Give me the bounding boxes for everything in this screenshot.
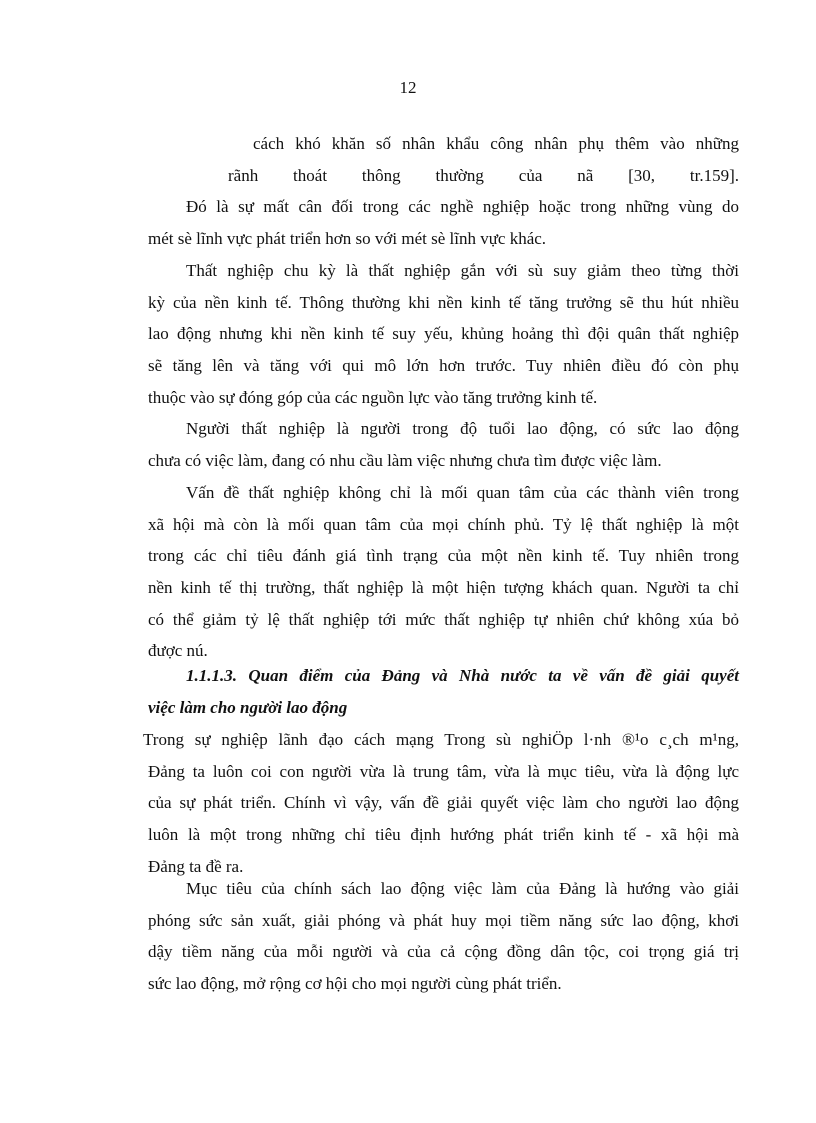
paragraph-structural-imbalance: [148, 191, 739, 254]
text-line: được nú.: [148, 641, 208, 661]
text-line: có thể giảm tỷ lệ thất nghiệp tới mức thất nghiệp tự nhiên chứ không xúa bỏ: [148, 609, 739, 629]
section-heading-line: việc làm cho người lao động: [148, 697, 348, 717]
page-number: 12: [399, 78, 417, 97]
paragraph-continuation: [148, 128, 739, 191]
text-line: Vấn đề thất nghiệp không chỉ là mối quan tâm của các thành viên trong: [186, 483, 739, 502]
paragraph-policy-goal: [148, 873, 739, 1000]
text-line: luôn là một trong những chỉ tiêu định hướng phát triển kinh tế - xã hội mà: [148, 825, 739, 845]
text-line: sẽ tăng lên và tăng với qui mô lớn hơn trước. Tuy nhiên điều đó còn phụ: [148, 356, 739, 376]
text-line: nền kinh tế thị trường, thất nghiệp là một hiện tượng khách quan. Người ta chỉ: [148, 578, 739, 598]
text-line: Đảng ta đề ra.: [148, 856, 244, 876]
text-line: cách khó khăn số nhân khẩu công nhân phụ thêm vào những: [253, 134, 739, 153]
paragraph-cyclical: [148, 255, 739, 413]
text-line: Đảng ta luôn coi con người vừa là trung tâm, vừa là mục tiêu, vừa là động lực: [148, 761, 739, 781]
text-line: của sự phát triển. Chính vì vậy, vấn đề giải quyết việc làm cho người lao động: [148, 793, 739, 813]
text-line: Mục tiêu của chính sách lao động việc làm của Đảng là hướng vào giải: [186, 879, 739, 898]
text-line: rãnh thoát thông thường của nã [30, tr.159].: [228, 165, 739, 185]
text-line: Trong sự nghiệp lãnh đạo cách mạng Trong sù nghiÖp l·nh ®¹o c¸ch m¹ng,: [143, 730, 739, 749]
paragraph-party-view: [143, 724, 739, 882]
paragraph-unemployed-definition: [148, 413, 739, 476]
text-line: mét sè lĩnh vực phát triển hơn so với mét sè lĩnh vực khác.: [148, 228, 547, 248]
section-heading-line: 1.1.1.3. Quan điểm của Đảng và Nhà nước ta về vấn đề giải quyết: [186, 666, 739, 685]
text-line: Thất nghiệp chu kỳ là thất nghiệp gắn với sù suy giảm theo từng thời: [186, 261, 739, 280]
text-line: phóng sức sản xuất, giải phóng và phát huy mọi tiềm năng sức lao động, khơi: [148, 910, 739, 930]
text-line: thuộc vào sự đóng góp của các nguồn lực vào tăng trưởng kinh tế.: [148, 387, 598, 407]
text-line: chưa có việc làm, đang có nhu cầu làm việc nhưng chưa tìm được việc làm.: [148, 450, 662, 470]
text-line: dậy tiềm năng của mỗi người và của cả cộng đồng dân tộc, coi trọng giá trị: [148, 942, 739, 962]
text-line: Người thất nghiệp là người trong độ tuổi lao động, có sức lao động: [186, 419, 739, 438]
text-line: trong các chỉ tiêu đánh giá tình trạng của một nền kinh tế. Tuy nhiên trong: [148, 546, 739, 566]
text-line: xã hội mà còn là mối quan tâm của mọi chính phủ. Tỷ lệ thất nghiệp là một: [148, 514, 739, 534]
text-line: Đó là sự mất cân đối trong các nghề nghiệp hoặc trong những vùng do: [186, 197, 739, 216]
text-line: lao động nhưng khi nền kinh tế suy yếu, khủng hoảng thì đội quân thất nghiệp: [148, 324, 739, 344]
text-line: kỳ của nền kinh tế. Thông thường khi nền kinh tế tăng trưởng sẽ thu hút nhiều: [148, 292, 739, 312]
text-line: sức lao động, mở rộng cơ hội cho mọi người cùng phát triển.: [148, 974, 562, 994]
section-heading: [148, 660, 739, 723]
paragraph-concern: [148, 477, 739, 667]
